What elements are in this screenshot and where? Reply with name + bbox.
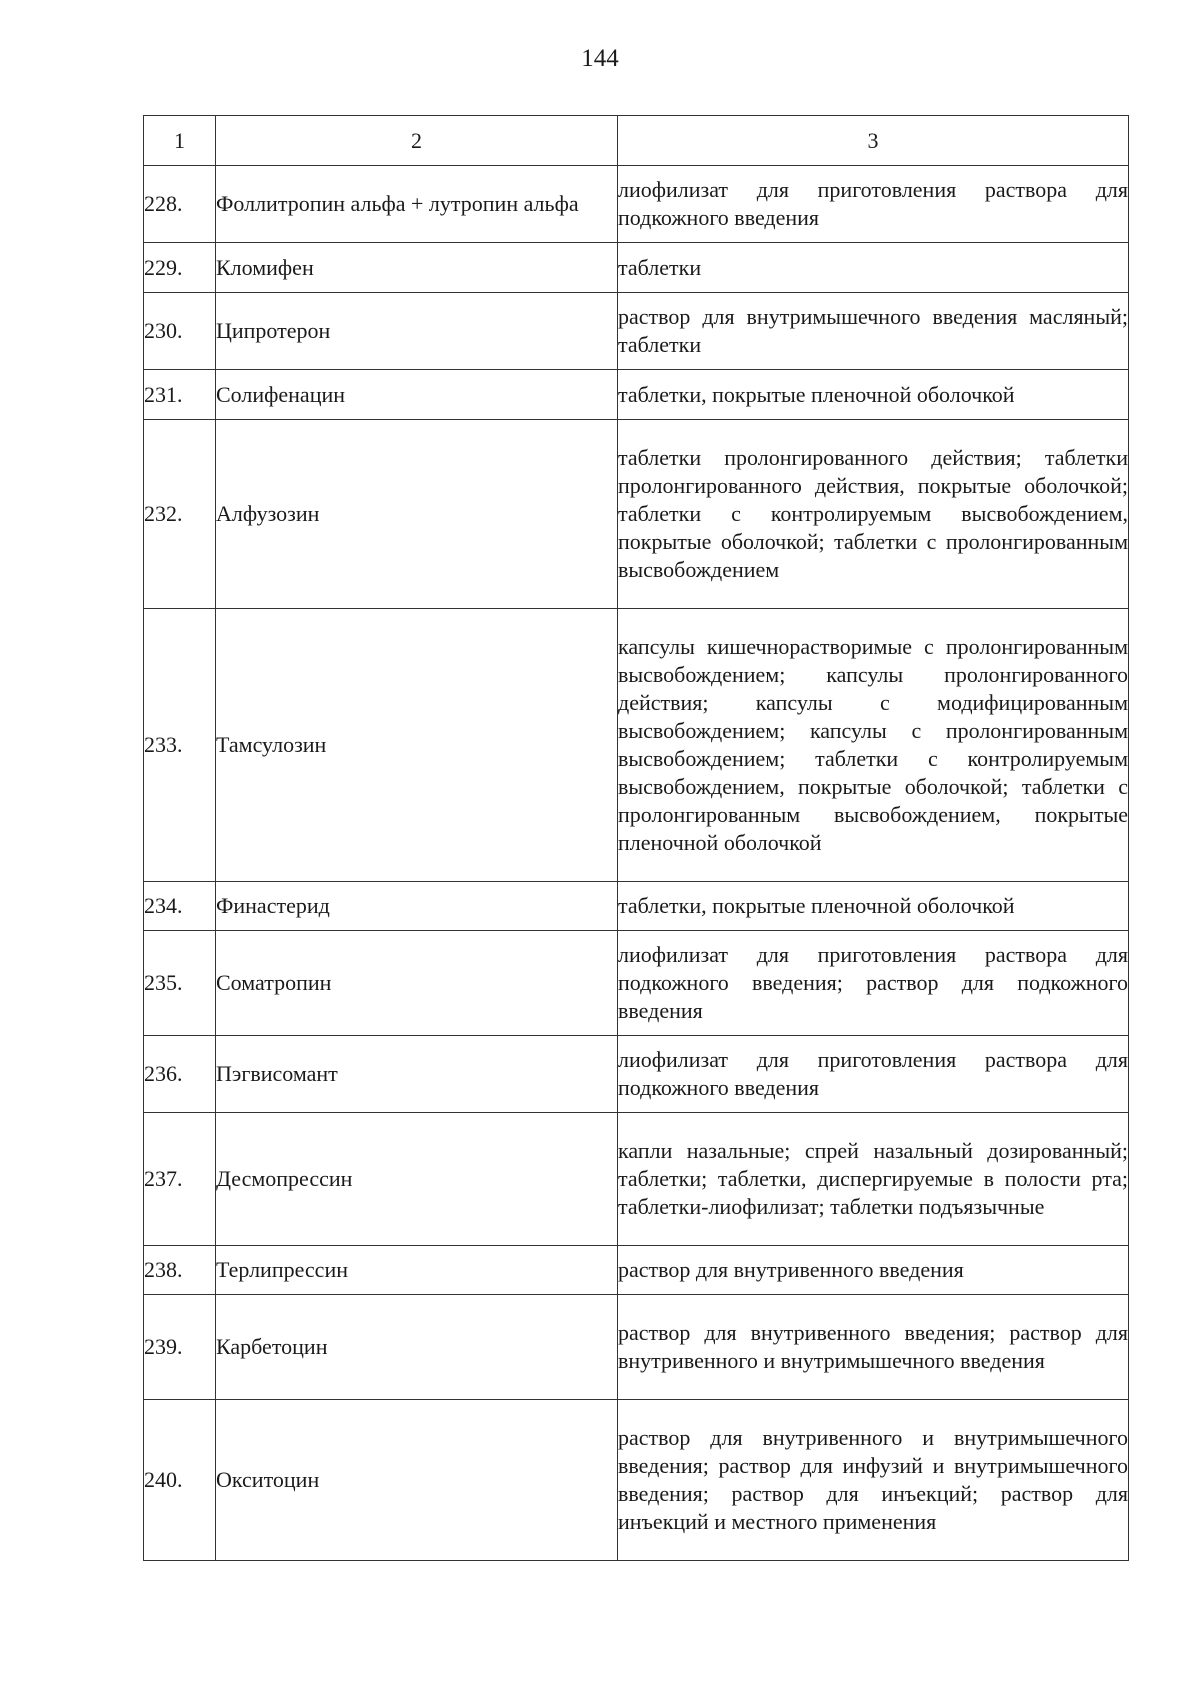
row-number: 230. — [144, 293, 216, 370]
drug-name: Пэгвисомант — [216, 1036, 618, 1113]
drug-name: Тамсулозин — [216, 609, 618, 882]
dosage-form: капсулы кишечнорастворимые с пролонгированным высвобождением; капсулы пролонгированного действия; капсулы с модифицированным высвобождением; капсулы с пролонгированным высвобождением; таблетки с контролируемым высвобождением, покрытые оболочкой; таблетки с пролонгированным высвобождением, покрытые пленочной оболочкой — [618, 609, 1129, 882]
column-header-3: 3 — [618, 116, 1129, 166]
row-number: 229. — [144, 243, 216, 293]
table-row — [144, 243, 1129, 293]
table-header-row — [144, 116, 1129, 166]
row-number: 232. — [144, 420, 216, 609]
table-row — [144, 370, 1129, 420]
drug-name: Терлипрессин — [216, 1246, 618, 1295]
drug-name: Соматропин — [216, 931, 618, 1036]
row-number: 228. — [144, 166, 216, 243]
table-row — [144, 293, 1129, 370]
dosage-form: раствор для внутривенного и внутримышечного введения; раствор для инфузий и внутримышечного введения; раствор для инъекций; раствор для инъекций и местного применения — [618, 1400, 1129, 1561]
drug-name: Ципротерон — [216, 293, 618, 370]
drug-name: Алфузозин — [216, 420, 618, 609]
drug-table — [143, 115, 1129, 1561]
drug-name: Финастерид — [216, 882, 618, 931]
drug-name: Десмопрессин — [216, 1113, 618, 1246]
dosage-form: лиофилизат для приготовления раствора для подкожного введения — [618, 1036, 1129, 1113]
drug-name: Фоллитропин альфа + лутропин альфа — [216, 166, 618, 243]
dosage-form: раствор для внутривенного введения — [618, 1246, 1129, 1295]
table-row — [144, 609, 1129, 882]
drug-name: Карбетоцин — [216, 1295, 618, 1400]
dosage-form: таблетки, покрытые пленочной оболочкой — [618, 370, 1129, 420]
table-row — [144, 882, 1129, 931]
table-row — [144, 1113, 1129, 1246]
column-header-1: 1 — [144, 116, 216, 166]
table-row — [144, 931, 1129, 1036]
dosage-form: таблетки пролонгированного действия; таблетки пролонгированного действия, покрытые оболочкой; таблетки с контролируемым высвобождением, покрытые оболочкой; таблетки с пролонгированным высвобождением — [618, 420, 1129, 609]
row-number: 234. — [144, 882, 216, 931]
dosage-form: таблетки, покрытые пленочной оболочкой — [618, 882, 1129, 931]
dosage-form: раствор для внутримышечного введения масляный; таблетки — [618, 293, 1129, 370]
row-number: 239. — [144, 1295, 216, 1400]
table-row — [144, 1295, 1129, 1400]
table-row — [144, 420, 1129, 609]
table-row — [144, 1036, 1129, 1113]
row-number: 240. — [144, 1400, 216, 1561]
drug-name: Солифенацин — [216, 370, 618, 420]
dosage-form: таблетки — [618, 243, 1129, 293]
drug-name: Окситоцин — [216, 1400, 618, 1561]
drug-name: Кломифен — [216, 243, 618, 293]
page-number: 144 — [581, 45, 619, 72]
row-number: 233. — [144, 609, 216, 882]
table-row — [144, 166, 1129, 243]
row-number: 237. — [144, 1113, 216, 1246]
dosage-form: капли назальные; спрей назальный дозированный; таблетки; таблетки, диспергируемые в полости рта; таблетки-лиофилизат; таблетки подъязычные — [618, 1113, 1129, 1246]
row-number: 236. — [144, 1036, 216, 1113]
row-number: 238. — [144, 1246, 216, 1295]
row-number: 231. — [144, 370, 216, 420]
table-row — [144, 1246, 1129, 1295]
dosage-form: раствор для внутривенного введения; раствор для внутривенного и внутримышечного введения — [618, 1295, 1129, 1400]
column-header-2: 2 — [216, 116, 618, 166]
dosage-form: лиофилизат для приготовления раствора для подкожного введения; раствор для подкожного введения — [618, 931, 1129, 1036]
table-row — [144, 1400, 1129, 1561]
row-number: 235. — [144, 931, 216, 1036]
dosage-form: лиофилизат для приготовления раствора для подкожного введения — [618, 166, 1129, 243]
